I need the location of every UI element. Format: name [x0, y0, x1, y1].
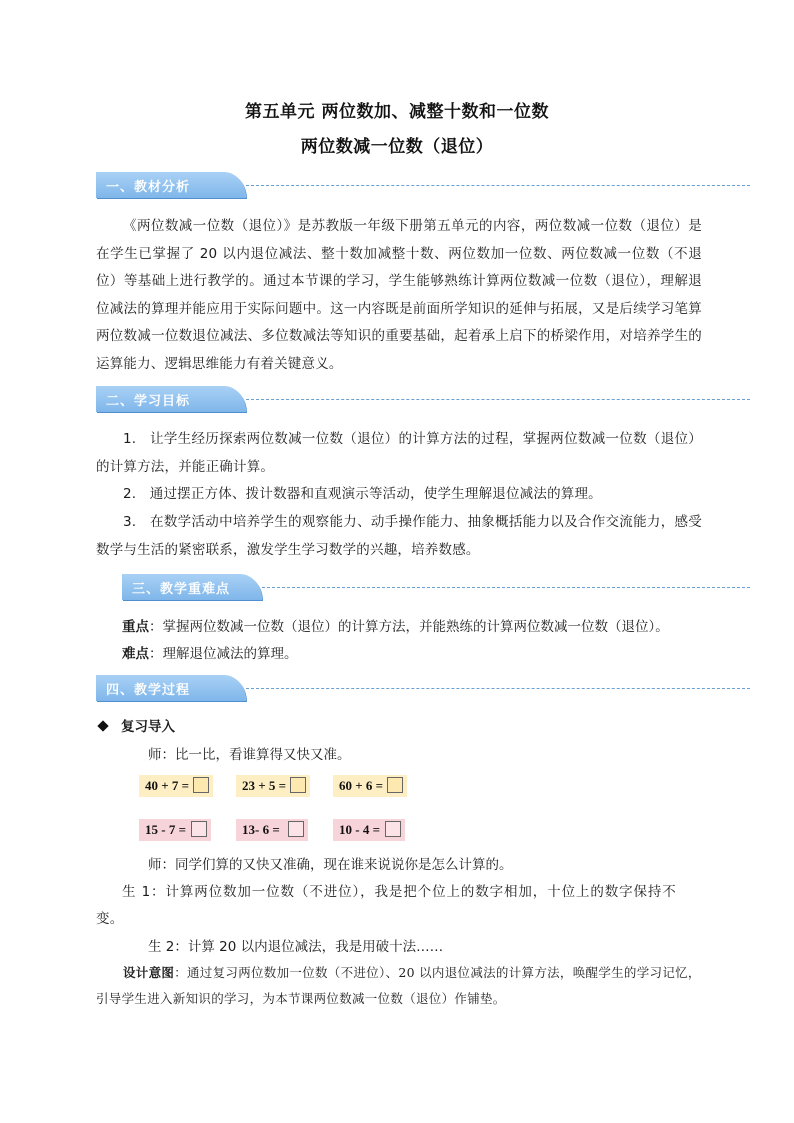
- answer-box: [288, 821, 304, 837]
- section-header-analysis: [96, 172, 750, 198]
- section-label: 二、学习目标: [106, 394, 191, 409]
- answer-box: [387, 777, 403, 793]
- student-2-answer: 生 2：计算 20 以内退位减法，我是用破十法……: [148, 939, 444, 955]
- key-point-line: [122, 614, 728, 641]
- document-title: 第五单元 两位数加、减整十数和一位数: [245, 102, 549, 122]
- difficulty-line: [122, 641, 728, 668]
- goal-item-1: [96, 426, 702, 481]
- answer-box: [385, 821, 401, 837]
- goal-item-2: [96, 481, 702, 509]
- diamond-bullet-icon: [97, 720, 108, 731]
- answer-box: [290, 777, 306, 793]
- design-label: 设计意图: [123, 965, 175, 980]
- exercise-sub-2: 13- 6 =: [236, 819, 308, 841]
- goal-number: 1.: [123, 431, 137, 447]
- document-subtitle: 两位数减一位数（退位）: [300, 137, 494, 157]
- section-tab: [96, 172, 246, 198]
- dashed-divider: [246, 185, 750, 186]
- key-label: 重点: [122, 619, 149, 635]
- exercise-add-3: 60 + 6 =: [333, 775, 407, 797]
- answer-box: [191, 821, 207, 837]
- section-label: 一、教材分析: [106, 180, 191, 195]
- goal-number: 2.: [123, 486, 137, 502]
- goal-item-3: [96, 509, 702, 564]
- goal-text: 让学生经历探索两位数减一位数（退位）的计算方法的过程，掌握两位数减一位数（退位）的计算方法，并能正确计算。: [96, 431, 702, 475]
- section-tab: [96, 675, 246, 701]
- answer-box: [193, 777, 209, 793]
- goal-text: 在数学活动中培养学生的观察能力、动手操作能力、抽象概括能力以及合作交流能力，感受数学与生活的紧密联系，激发学生学习数学的兴趣，培养数感。: [96, 514, 702, 558]
- difficulty-label: 难点: [122, 646, 149, 662]
- difficulty-text: ：理解退位减法的算理。: [149, 646, 298, 662]
- section-header-goals: [96, 386, 750, 412]
- dashed-divider: [246, 399, 750, 400]
- teacher-reply: 师：同学们算的又快又准确，现在谁来说说你是怎么计算的。: [148, 857, 513, 873]
- exercise-sub-3: 10 - 4 =: [333, 819, 405, 841]
- section-label: 三、教学重难点: [132, 582, 231, 597]
- goal-number: 3.: [123, 514, 137, 530]
- section-header-key-points: [96, 574, 750, 600]
- exercise-add-2: 23 + 5 =: [236, 775, 310, 797]
- design-text: ：通过复习两位数加一位数（不进位）、20 以内退位减法的计算方法，唤醒学生的学习记忆，引导学生进入新知识的学习，为本节课两位数减一位数（退位）作铺垫。: [96, 965, 701, 1006]
- section-label: 四、教学过程: [106, 683, 191, 698]
- teacher-prompt: 师：比一比，看谁算得又快又准。: [148, 747, 351, 763]
- key-text: ：掌握两位数减一位数（退位）的计算方法，并能熟练的计算两位数减一位数（退位）。: [149, 619, 669, 635]
- student-1-answer: 生 1：计算两位数加一位数（不进位），我是把个位上的数字相加，十位上的数字保持不变。: [96, 884, 676, 927]
- review-title: 复习导入: [121, 719, 175, 735]
- design-intent: [96, 960, 702, 1012]
- dashed-divider: [262, 587, 750, 588]
- section-header-process: [96, 675, 750, 701]
- section-tab: [122, 574, 262, 600]
- exercise-add-1: 40 + 7 =: [139, 775, 213, 797]
- analysis-paragraph: 《两位数减一位数（退位）》是苏教版一年级下册第五单元的内容，两位数减一位数（退位）是在学生已掌握了 20 以内退位减法、整十数加减整十数、两位数加一位数、两位数减一位数（不退位）等基础上进行教学的。通过本节课的学习，学生能够熟练计算两位数减一位数（退位），理解退位减法的算理并能应用于实际问题中。这一内容既是前面所学知识的延伸与拓展，又是后续学习笔算两位数减一位数退位减法、多位数减法等知识的重要基础，起着承上启下的桥梁作用，对培养学生的运算能力、逻辑思维能力有着关键意义。: [96, 218, 702, 372]
- exercise-sub-1: 15 - 7 =: [139, 819, 211, 841]
- section-tab: [96, 386, 246, 412]
- review-heading: [96, 714, 702, 741]
- dashed-divider: [246, 688, 750, 689]
- goal-text: 通过摆正方体、拨计数器和直观演示等活动，使学生理解退位减法的算理。: [149, 486, 602, 502]
